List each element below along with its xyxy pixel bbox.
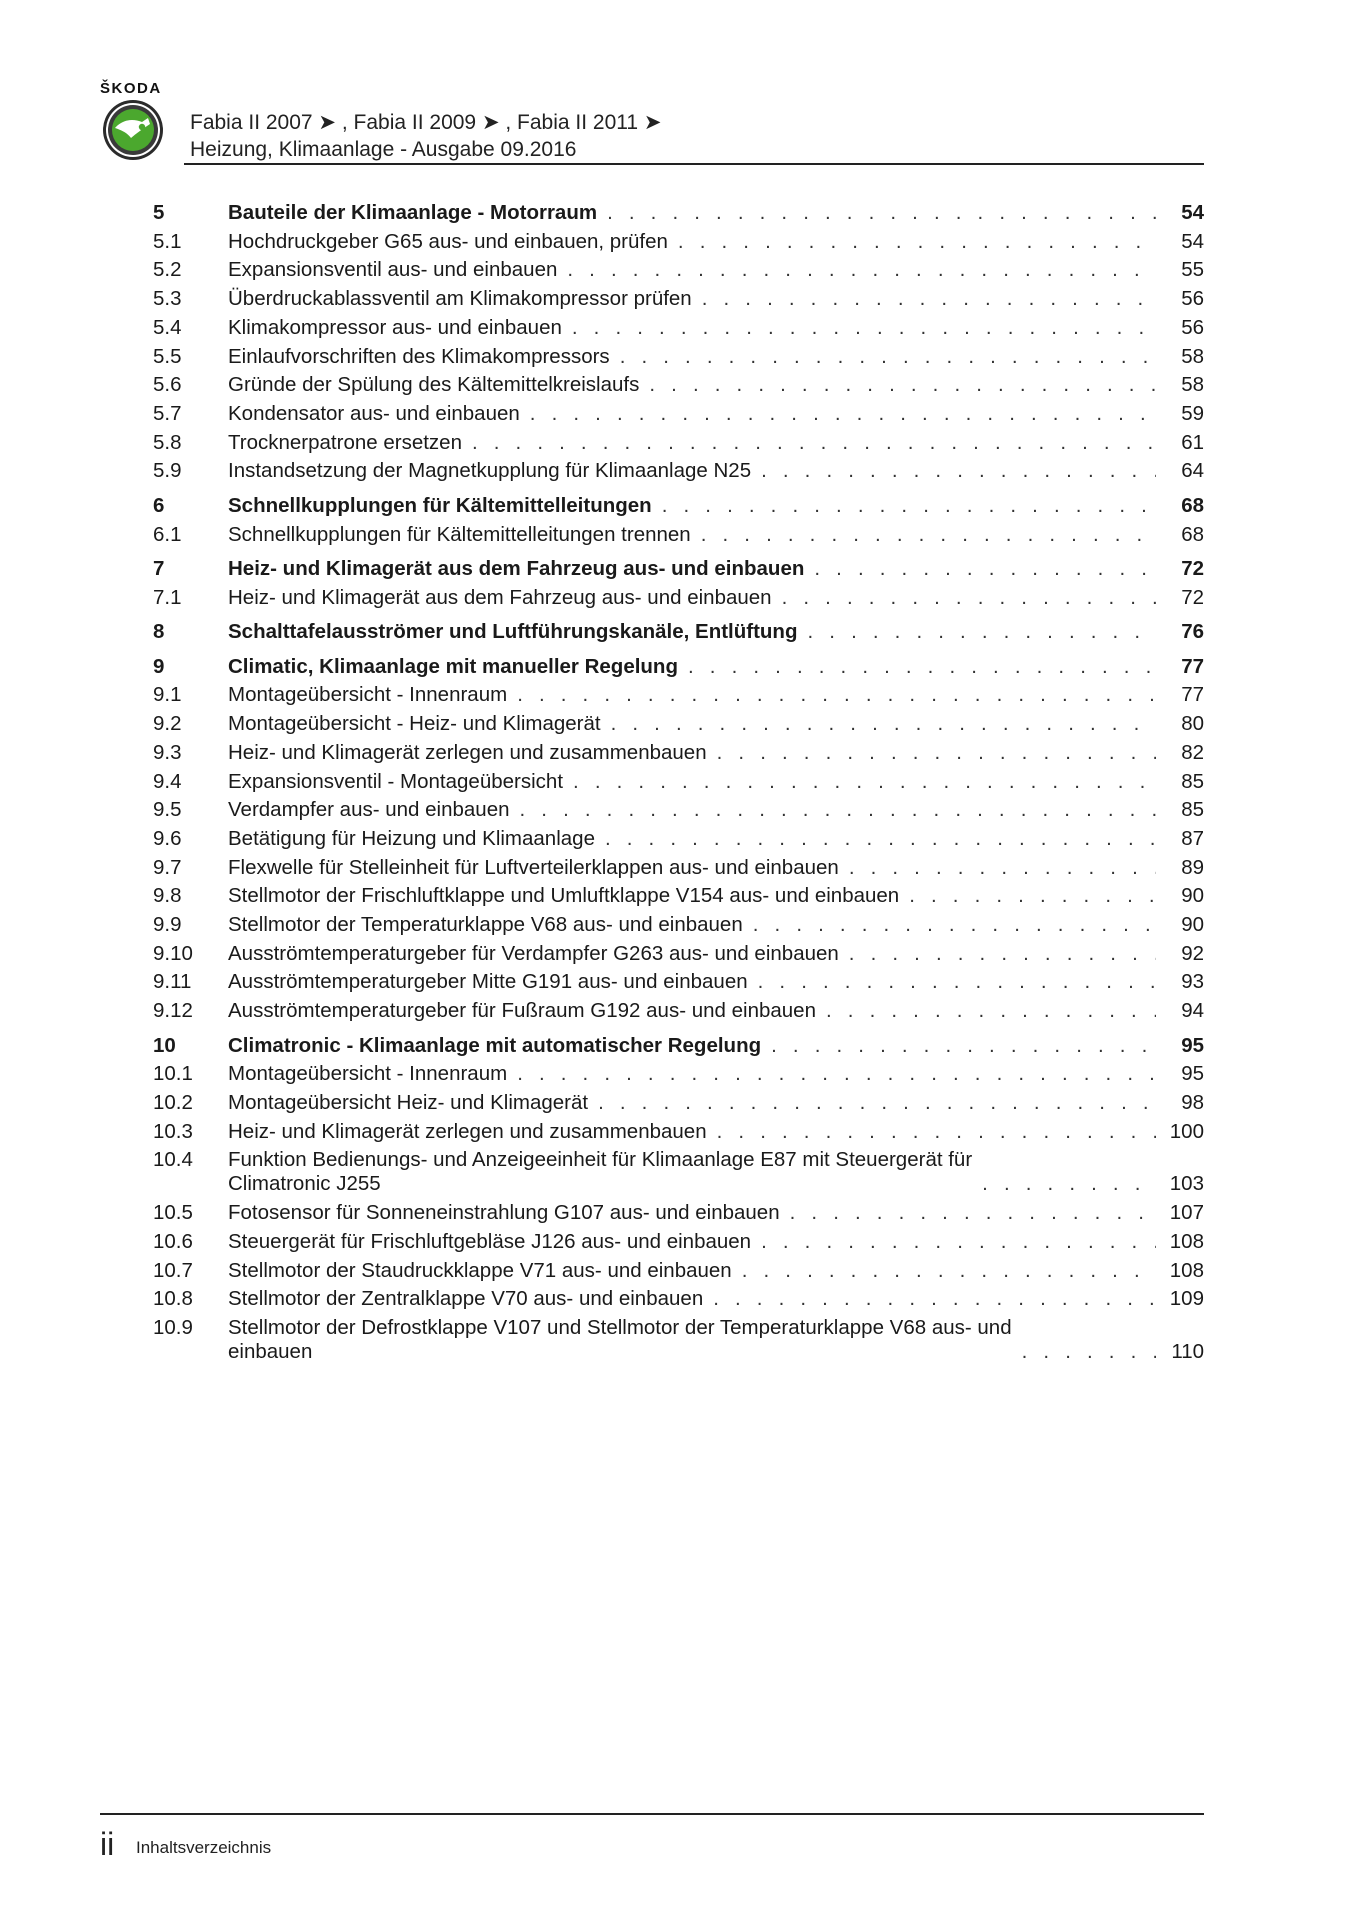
toc-entry-number: 10.4 xyxy=(153,1148,193,1172)
toc-entry-title: Expansionsventil aus- und einbauen xyxy=(228,258,558,282)
toc-entry-number: 8 xyxy=(153,620,165,644)
toc-entry-number: 5.4 xyxy=(153,315,182,339)
toc-page-number: 58 xyxy=(1181,373,1204,397)
toc-page-number: 82 xyxy=(1181,740,1204,764)
toc-dot-leader xyxy=(1022,1340,1156,1364)
toc-entry-title xyxy=(228,1148,972,1196)
toc-entry-title: Montageübersicht Heiz- und Klimagerät xyxy=(228,1091,589,1115)
toc-page-number: 109 xyxy=(1169,1287,1204,1311)
toc-entry-number: 7.1 xyxy=(153,585,182,609)
toc-entry-number: 5.7 xyxy=(153,401,182,425)
toc-entry-title: Montageübersicht - Innenraum xyxy=(228,1062,508,1086)
toc-dot-leader xyxy=(790,1199,1156,1228)
toc-dot-leader xyxy=(702,285,1156,314)
toc-entry-number: 9.11 xyxy=(153,970,192,994)
toc-dot-leader xyxy=(605,825,1156,854)
toc-section-row[interactable] xyxy=(153,739,1204,768)
toc-dot-leader xyxy=(814,555,1156,584)
toc-entry-number: 10.1 xyxy=(153,1062,193,1086)
toc-dot-leader xyxy=(717,739,1156,768)
toc-section-row[interactable] xyxy=(153,285,1204,314)
toc-section-row[interactable] xyxy=(153,681,1204,710)
toc-entry-title: Betätigung für Heizung und Klimaanlage xyxy=(228,826,595,850)
toc-entry-number: 9.7 xyxy=(153,855,182,879)
toc-entry-title: Stellmotor der Zentralklappe V70 aus- und einbauen xyxy=(228,1287,704,1311)
toc-dot-leader xyxy=(826,997,1156,1026)
toc-entry-title: Hochdruckgeber G65 aus- und einbauen, prüfen xyxy=(228,229,668,253)
toc-entry-title: Fotosensor für Sonneneinstrahlung G107 aus- und einbauen xyxy=(228,1201,780,1225)
toc-page-number: 95 xyxy=(1181,1062,1204,1086)
toc-entry-number: 10 xyxy=(153,1033,176,1057)
toc-section-row[interactable] xyxy=(153,228,1204,257)
toc-section-row[interactable] xyxy=(153,343,1204,372)
toc-page-number: 77 xyxy=(1181,654,1204,678)
toc-section-row[interactable] xyxy=(153,1257,1204,1286)
brand-wordmark: ŠKODA xyxy=(100,80,162,97)
toc-entry-number: 9.5 xyxy=(153,798,182,822)
header-subtitle: Heizung, Klimaanlage - Ausgabe 09.2016 xyxy=(190,138,577,161)
toc-chapter-row[interactable] xyxy=(153,492,1204,521)
toc-page-number: 59 xyxy=(1181,401,1204,425)
toc-dot-leader xyxy=(620,343,1156,372)
toc-page-number: 61 xyxy=(1181,430,1204,454)
toc-entry-title-line: Climatronic J255 xyxy=(228,1172,381,1196)
table-of-contents xyxy=(153,199,1204,1367)
toc-section-row[interactable] xyxy=(153,997,1204,1026)
toc-entry-number: 5.2 xyxy=(153,258,182,282)
toc-entry-title: Kondensator aus- und einbauen xyxy=(228,401,520,425)
toc-entry-number: 9.9 xyxy=(153,913,182,937)
toc-section-row[interactable] xyxy=(153,1228,1204,1257)
toc-entry-title: Stellmotor der Temperaturklappe V68 aus- und einbauen xyxy=(228,913,743,937)
toc-page-number: 100 xyxy=(1169,1119,1204,1143)
toc-page-number: 68 xyxy=(1181,493,1204,517)
toc-entry-title: Expansionsventil - Montageübersicht xyxy=(228,769,564,793)
toc-page-number: 56 xyxy=(1181,287,1204,311)
toc-entry-title: Verdampfer aus- und einbauen xyxy=(228,798,510,822)
toc-page-number: 76 xyxy=(1181,620,1204,644)
toc-entry-title: Heiz- und Klimagerät aus dem Fahrzeug aus- und einbauen xyxy=(228,585,772,609)
document-header xyxy=(190,109,1200,163)
toc-page-number: 89 xyxy=(1181,855,1204,879)
header-divider xyxy=(184,163,1204,165)
toc-section-row[interactable] xyxy=(153,854,1204,883)
toc-entry-title: Stellmotor der Frischluftklappe und Umluftklappe V154 aus- und einbauen xyxy=(228,884,900,908)
toc-entry-title: Ausströmtemperaturgeber Mitte G191 aus- und einbauen xyxy=(228,970,748,994)
toc-dot-leader xyxy=(530,400,1156,429)
toc-entry-number: 10.6 xyxy=(153,1229,193,1253)
toc-dot-leader xyxy=(611,710,1156,739)
toc-dot-leader xyxy=(717,1118,1156,1147)
toc-section-row[interactable] xyxy=(153,796,1204,825)
toc-section-row[interactable] xyxy=(153,1118,1204,1147)
toc-entry-title: Heiz- und Klimagerät aus dem Fahrzeug aus- und einbauen xyxy=(228,557,805,581)
toc-entry-title: Climatic, Klimaanlage mit manueller Regelung xyxy=(228,654,678,678)
toc-section-row[interactable] xyxy=(153,825,1204,854)
toc-dot-leader xyxy=(849,854,1156,883)
toc-entry-number: 5.5 xyxy=(153,344,182,368)
toc-dot-leader xyxy=(472,429,1156,458)
toc-dot-leader xyxy=(753,911,1156,940)
toc-entry-title: Überdruckablassventil am Klimakompressor prüfen xyxy=(228,287,692,311)
toc-entry-title-line: Funktion Bedienungs- und Anzeigeeinheit für Klimaanlage E87 mit Steuergerät für xyxy=(228,1148,973,1172)
toc-entry-title-line: einbauen xyxy=(228,1339,313,1363)
toc-page-number: 108 xyxy=(1169,1258,1204,1282)
toc-entry-number: 9.2 xyxy=(153,712,182,736)
footer-section-label: Inhaltsverzeichnis xyxy=(136,1838,272,1857)
toc-dot-leader xyxy=(849,940,1156,969)
toc-entry-number: 9.8 xyxy=(153,884,182,908)
toc-section-row[interactable] xyxy=(153,710,1204,739)
toc-entry-title: Heiz- und Klimagerät zerlegen und zusammenbauen xyxy=(228,1119,707,1143)
toc-page-number: 95 xyxy=(1181,1033,1204,1057)
toc-entry-number: 5.3 xyxy=(153,287,182,311)
toc-section-row[interactable] xyxy=(153,371,1204,400)
toc-page-number: 54 xyxy=(1181,229,1204,253)
toc-chapter-row[interactable] xyxy=(153,555,1204,584)
toc-chapter-row[interactable] xyxy=(153,1032,1204,1061)
toc-chapter-row[interactable] xyxy=(153,618,1204,647)
toc-page-number: 93 xyxy=(1181,970,1204,994)
toc-entry-number: 9.6 xyxy=(153,826,182,850)
toc-dot-leader xyxy=(761,1228,1156,1257)
toc-dot-leader xyxy=(520,796,1156,825)
toc-dot-leader xyxy=(688,653,1156,682)
footer-page-number: ii xyxy=(100,1826,115,1862)
toc-dot-leader xyxy=(567,256,1156,285)
toc-dot-leader xyxy=(598,1089,1156,1118)
toc-page-number: 103 xyxy=(1169,1172,1204,1196)
header-models: Fabia II 2007 ➤ , Fabia II 2009 ➤ , Fabia II 2011 ➤ xyxy=(190,111,662,134)
footer-divider xyxy=(100,1813,1204,1815)
toc-page-number: 80 xyxy=(1181,712,1204,736)
toc-entry-number: 5.9 xyxy=(153,459,182,483)
toc-page-number: 85 xyxy=(1181,769,1204,793)
toc-page-number: 64 xyxy=(1181,459,1204,483)
toc-section-row[interactable] xyxy=(153,256,1204,285)
toc-section-row[interactable] xyxy=(153,1089,1204,1118)
skoda-logo-icon xyxy=(98,98,168,162)
toc-entry-title: Ausströmtemperaturgeber für Verdampfer G263 aus- und einbauen xyxy=(228,941,839,965)
toc-dot-leader xyxy=(607,199,1156,228)
toc-entry-title: Montageübersicht - Innenraum xyxy=(228,683,508,707)
toc-page-number: 90 xyxy=(1181,913,1204,937)
toc-section-row[interactable] xyxy=(153,768,1204,797)
toc-section-row[interactable] xyxy=(153,1060,1204,1089)
toc-page-number: 94 xyxy=(1181,999,1204,1023)
toc-entry-number: 5.6 xyxy=(153,373,182,397)
toc-entry-title: Heiz- und Klimagerät zerlegen und zusammenbauen xyxy=(228,740,707,764)
toc-section-row[interactable] xyxy=(153,521,1204,550)
toc-section-row[interactable] xyxy=(153,940,1204,969)
toc-dot-leader xyxy=(771,1032,1156,1061)
toc-dot-leader xyxy=(807,618,1156,647)
toc-entry-number: 9 xyxy=(153,654,165,678)
toc-dot-leader xyxy=(572,314,1156,343)
toc-dot-leader xyxy=(782,584,1156,613)
toc-dot-leader xyxy=(713,1285,1156,1314)
toc-dot-leader xyxy=(649,371,1156,400)
toc-dot-leader xyxy=(662,492,1156,521)
toc-page-number: 110 xyxy=(1171,1339,1204,1363)
toc-dot-leader xyxy=(761,457,1156,486)
toc-page-number: 85 xyxy=(1181,798,1204,822)
toc-section-row[interactable] xyxy=(153,1314,1204,1367)
toc-entry-number: 6.1 xyxy=(153,522,182,546)
toc-section-row[interactable] xyxy=(153,400,1204,429)
toc-entry-number: 5.8 xyxy=(153,430,182,454)
toc-entry-title: Flexwelle für Stelleinheit für Luftverteilerklappen aus- und einbauen xyxy=(228,855,839,879)
toc-dot-leader xyxy=(982,1172,1156,1196)
toc-entry-number: 9.10 xyxy=(153,941,193,965)
toc-entry-number: 5.1 xyxy=(153,229,182,253)
toc-entry-number: 10.7 xyxy=(153,1258,193,1282)
toc-dot-leader xyxy=(909,882,1156,911)
toc-page-number: 92 xyxy=(1181,941,1204,965)
toc-entry-number: 10.8 xyxy=(153,1287,193,1311)
toc-entry-title-line: Stellmotor der Defrostklappe V107 und Stellmotor der Temperaturklappe V68 aus- und xyxy=(228,1315,1012,1339)
toc-dot-leader xyxy=(678,228,1156,257)
toc-section-row[interactable] xyxy=(153,584,1204,613)
toc-entry-number: 9.4 xyxy=(153,769,182,793)
toc-section-row[interactable] xyxy=(153,1199,1204,1228)
toc-page-number: 68 xyxy=(1181,522,1204,546)
toc-page-number: 98 xyxy=(1181,1091,1204,1115)
toc-dot-leader xyxy=(758,968,1156,997)
toc-section-row[interactable] xyxy=(153,1146,1204,1199)
toc-section-row[interactable] xyxy=(153,314,1204,343)
toc-page-number: 72 xyxy=(1181,557,1204,581)
toc-page-number: 77 xyxy=(1181,683,1204,707)
toc-entry-title: Instandsetzung der Magnetkupplung für Klimaanlage N25 xyxy=(228,459,752,483)
toc-entry-title: Steuergerät für Frischluftgebläse J126 aus- und einbauen xyxy=(228,1229,752,1253)
toc-dot-leader xyxy=(742,1257,1156,1286)
toc-entry-title: Bauteile der Klimaanlage - Motorraum xyxy=(228,201,598,224)
toc-page-number: 87 xyxy=(1181,826,1204,850)
toc-entry-title: Schnellkupplungen für Kältemittelleitungen xyxy=(228,493,652,517)
toc-dot-leader xyxy=(701,521,1156,550)
toc-entry-title: Trocknerpatrone ersetzen xyxy=(228,430,462,454)
toc-chapter-row[interactable] xyxy=(153,199,1204,228)
toc-entry-number: 10.5 xyxy=(153,1201,193,1225)
toc-entry-title: Schnellkupplungen für Kältemittelleitungen trennen xyxy=(228,522,691,546)
toc-dot-leader xyxy=(517,1060,1156,1089)
toc-entry-title xyxy=(228,1316,1012,1364)
toc-entry-number: 7 xyxy=(153,557,165,581)
toc-section-row[interactable] xyxy=(153,968,1204,997)
toc-page-number: 90 xyxy=(1181,884,1204,908)
toc-entry-title: Ausströmtemperaturgeber für Fußraum G192 aus- und einbauen xyxy=(228,999,816,1023)
toc-entry-title: Gründe der Spülung des Kältemittelkreislaufs xyxy=(228,373,640,397)
toc-dot-leader xyxy=(573,768,1156,797)
toc-entry-number: 10.2 xyxy=(153,1091,193,1115)
toc-page-number: 72 xyxy=(1181,585,1204,609)
toc-entry-title: Schalttafelausströmer und Luftführungskanäle, Entlüftung xyxy=(228,620,798,644)
toc-page-number: 108 xyxy=(1169,1229,1204,1253)
toc-page-number: 55 xyxy=(1181,258,1204,282)
toc-entry-title: Climatronic - Klimaanlage mit automatischer Regelung xyxy=(228,1033,762,1057)
toc-section-row[interactable] xyxy=(153,911,1204,940)
toc-entry-number: 6 xyxy=(153,493,165,517)
toc-entry-number: 10.3 xyxy=(153,1119,193,1143)
toc-section-row[interactable] xyxy=(153,1285,1204,1314)
toc-section-row[interactable] xyxy=(153,457,1204,486)
toc-entry-title: Einlaufvorschriften des Klimakompressors xyxy=(228,344,610,368)
toc-dot-leader xyxy=(517,681,1156,710)
toc-entry-number: 10.9 xyxy=(153,1315,193,1339)
toc-page-number: 54 xyxy=(1181,201,1204,224)
toc-page-number: 107 xyxy=(1169,1201,1204,1225)
toc-section-row[interactable] xyxy=(153,429,1204,458)
toc-entry-title: Stellmotor der Staudruckklappe V71 aus- und einbauen xyxy=(228,1258,732,1282)
toc-page-number: 56 xyxy=(1181,315,1204,339)
toc-section-row[interactable] xyxy=(153,882,1204,911)
toc-entry-title: Klimakompressor aus- und einbauen xyxy=(228,315,562,339)
toc-entry-number: 5 xyxy=(153,201,165,224)
toc-entry-title: Montageübersicht - Heiz- und Klimagerät xyxy=(228,712,601,736)
toc-chapter-row[interactable] xyxy=(153,653,1204,682)
toc-entry-number: 9.3 xyxy=(153,740,182,764)
toc-page-number: 58 xyxy=(1181,344,1204,368)
toc-entry-number: 9.12 xyxy=(153,999,193,1023)
toc-entry-number: 9.1 xyxy=(153,683,182,707)
